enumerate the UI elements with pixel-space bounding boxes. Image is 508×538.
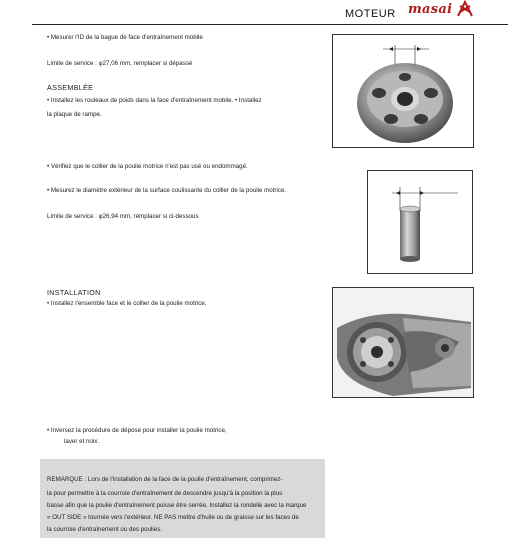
measure-collar-text: • Mesurez le diamètre extérieur de la surface coulissante du collier de la poulie motrice. (47, 187, 287, 194)
logo-star-icon (456, 0, 474, 18)
brand-logo: masai (408, 2, 453, 17)
check-collar-text: • Vérifiez que le collier de la poulie motrice n'est pas usé ou endommagé. (47, 163, 248, 170)
service-limit-1: Limite de service : φ27,06 mm, remplacer si dépassé (47, 60, 193, 67)
remark-line-3: basse afin que la poulie d'entraînement puisse être serrée. Installez la rondelle avec la marque (47, 502, 307, 509)
remark-line-5: la courroie d'entraînement ou des poulies. (47, 526, 163, 533)
pulley-installation-figure (332, 287, 474, 398)
install-face-text: • Installez l'ensemble face et le collier de la poulie motrice. (47, 300, 207, 307)
assembly-heading: ASSEMBLÉE (47, 83, 94, 92)
section-title: MOTEUR (345, 8, 396, 20)
reverse-procedure-text: • Inversez la procédure de dépose pour installer la poulie motrice, (47, 427, 227, 434)
install-ramp-text: la plaque de rampe. (47, 111, 102, 118)
remark-line-2: la pour permettre à la courroie d'entraînement de descendre jusqu'à la position la plus (47, 490, 283, 497)
remark-line-1: REMARQUE : Lors de l'installation de la face de la poulie d'entraînement, comprimez- (47, 476, 283, 483)
installation-heading: INSTALLATION (47, 288, 101, 297)
remark-line-4: « OUT SIDE » tournée vers l'extérieur. NE PAS mettre d'huile ou de graisse sur les faces de (47, 514, 299, 521)
measure-bushing-text: • Mesurer l'ID de la bague de face d'entraînement mobile (47, 34, 203, 41)
reverse-procedure-text-2: laver et noix. (64, 438, 100, 445)
service-limit-2: Limite de service : φ26,94 mm, remplacer si ci-dessous (47, 213, 199, 220)
collar-figure (367, 170, 473, 274)
header-divider (32, 24, 508, 25)
install-rollers-text: • Installez les rouleaux de poids dans la face d'entraînement mobile. • Installez (47, 97, 262, 104)
drive-face-figure (332, 34, 474, 148)
